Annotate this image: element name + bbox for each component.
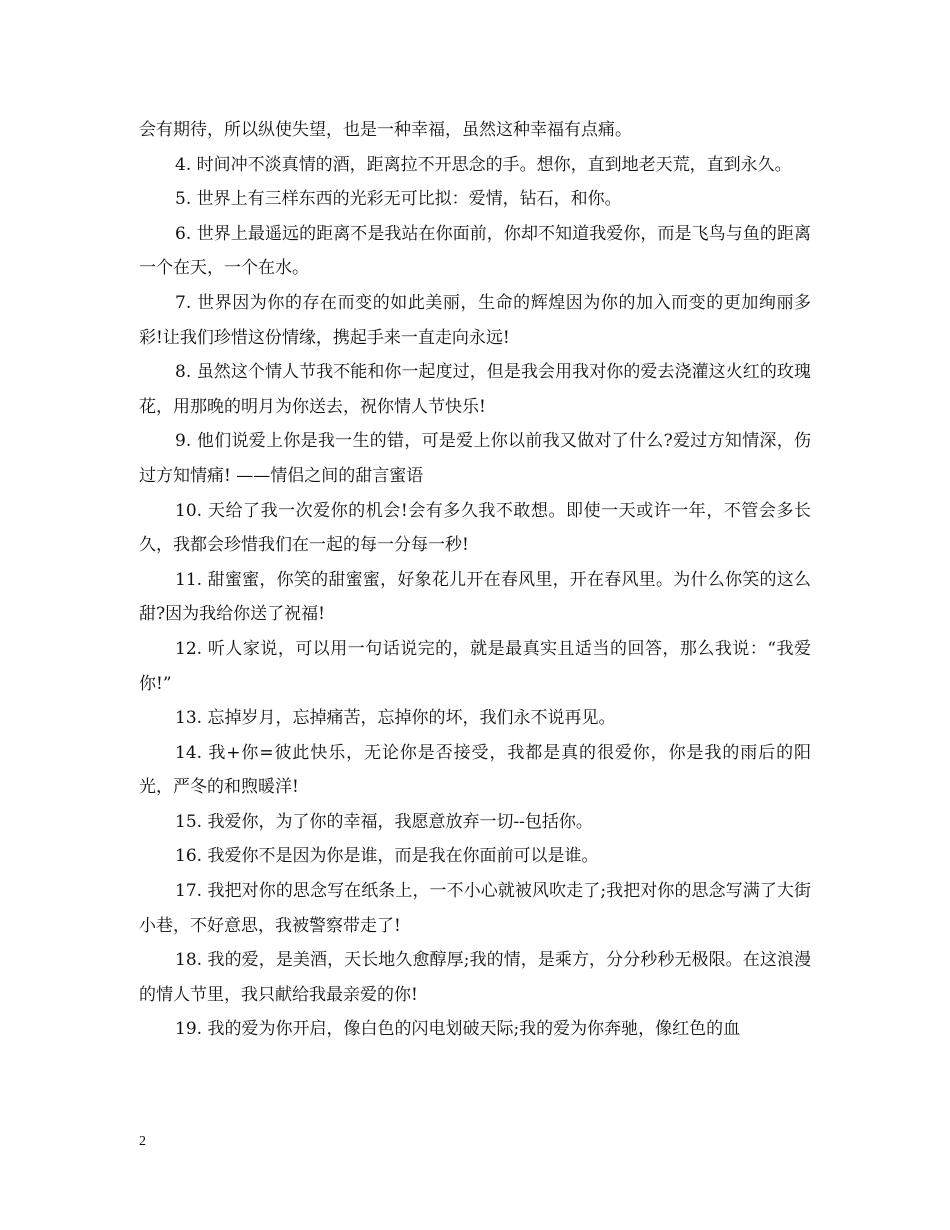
paragraph-item-4: 4. 时间冲不淡真情的酒，距离拉不开思念的手。想你，直到地老天荒，直到永久。 bbox=[175, 154, 792, 175]
paragraph-item-9: 9. 他们说爱上你是我一生的错，可是爱上你以前我又做对了什么?爱过方知情深，伤过方知情痛! ——情侣之间的甜言蜜语 bbox=[139, 431, 811, 486]
paragraph-item-6: 6. 世界上最遥远的距离不是我站在你面前，你却不知道我爱你，而是飞鸟与鱼的距离一个在天，一个在水。 bbox=[139, 223, 811, 279]
paragraph-item-13: 13. 忘掉岁月，忘掉痛苦，忘掉你的坏，我们永不说再见。 bbox=[175, 708, 616, 729]
document-body bbox=[139, 113, 811, 1047]
paragraph-item-16: 16. 我爱你不是因为你是谁，而是我在你面前可以是谁。 bbox=[175, 846, 599, 867]
paragraph-item-10: 10. 天给了我一次爱你的机会!会有多久我不敢想。即使一天或许一年，不管会多长久，我都会珍惜我们在一起的每一分每一秒! bbox=[139, 500, 811, 556]
paragraph-item-15: 15. 我爱你，为了你的幸福，我愿意放弃一切--包括你。 bbox=[175, 811, 593, 832]
paragraph-item-18: 18. 我的爱，是美酒，天长地久愈醇厚;我的情，是乘方，分分秒秒无极限。在这浪漫的情人节里，我只献给我最亲爱的你! bbox=[139, 950, 811, 1005]
paragraph-item-5: 5. 世界上有三样东西的光彩无可比拟：爱情，钻石，和你。 bbox=[175, 189, 622, 210]
paragraph-item-14: 14. 我+你=彼此快乐，无论你是否接受，我都是真的很爱你，你是我的雨后的阳光，严冬的和煦暖洋! bbox=[139, 742, 811, 798]
paragraph-item-7: 7. 世界因为你的存在而变的如此美丽，生命的辉煌因为你的加入而变的更加绚丽多彩!让我们珍惜这份情缘，携起手来一直走向永远! bbox=[139, 292, 811, 348]
paragraph-item-8: 8. 虽然这个情人节我不能和你一起度过，但是我会用我对你的爱去浇灌这火红的玫瑰花，用那晚的明月为你送去，祝你情人节快乐! bbox=[139, 362, 811, 417]
paragraph-item-17: 17. 我把对你的思念写在纸条上，一不小心就被风吹走了;我把对你的思念写满了大街小巷，不好意思，我被警察带走了! bbox=[139, 881, 811, 936]
page-number: 2 bbox=[139, 1134, 146, 1149]
paragraph-item-12: 12. 听人家说，可以用一句话说完的，就是最真实且适当的回答，那么我说：“我爱你!” bbox=[139, 638, 811, 694]
paragraph-item-19: 19. 我的爱为你开启，像白色的闪电划破天际;我的爱为你奔驰，像红色的血 bbox=[175, 1019, 741, 1040]
paragraph-continuation: 会有期待，所以纵使失望，也是一种幸福，虽然这种幸福有点痛。 bbox=[139, 120, 632, 140]
paragraph-item-11: 11. 甜蜜蜜，你笑的甜蜜蜜，好象花儿开在春风里，开在春风里。为什么你笑的这么甜?因为我给你送了祝福! bbox=[139, 569, 811, 625]
